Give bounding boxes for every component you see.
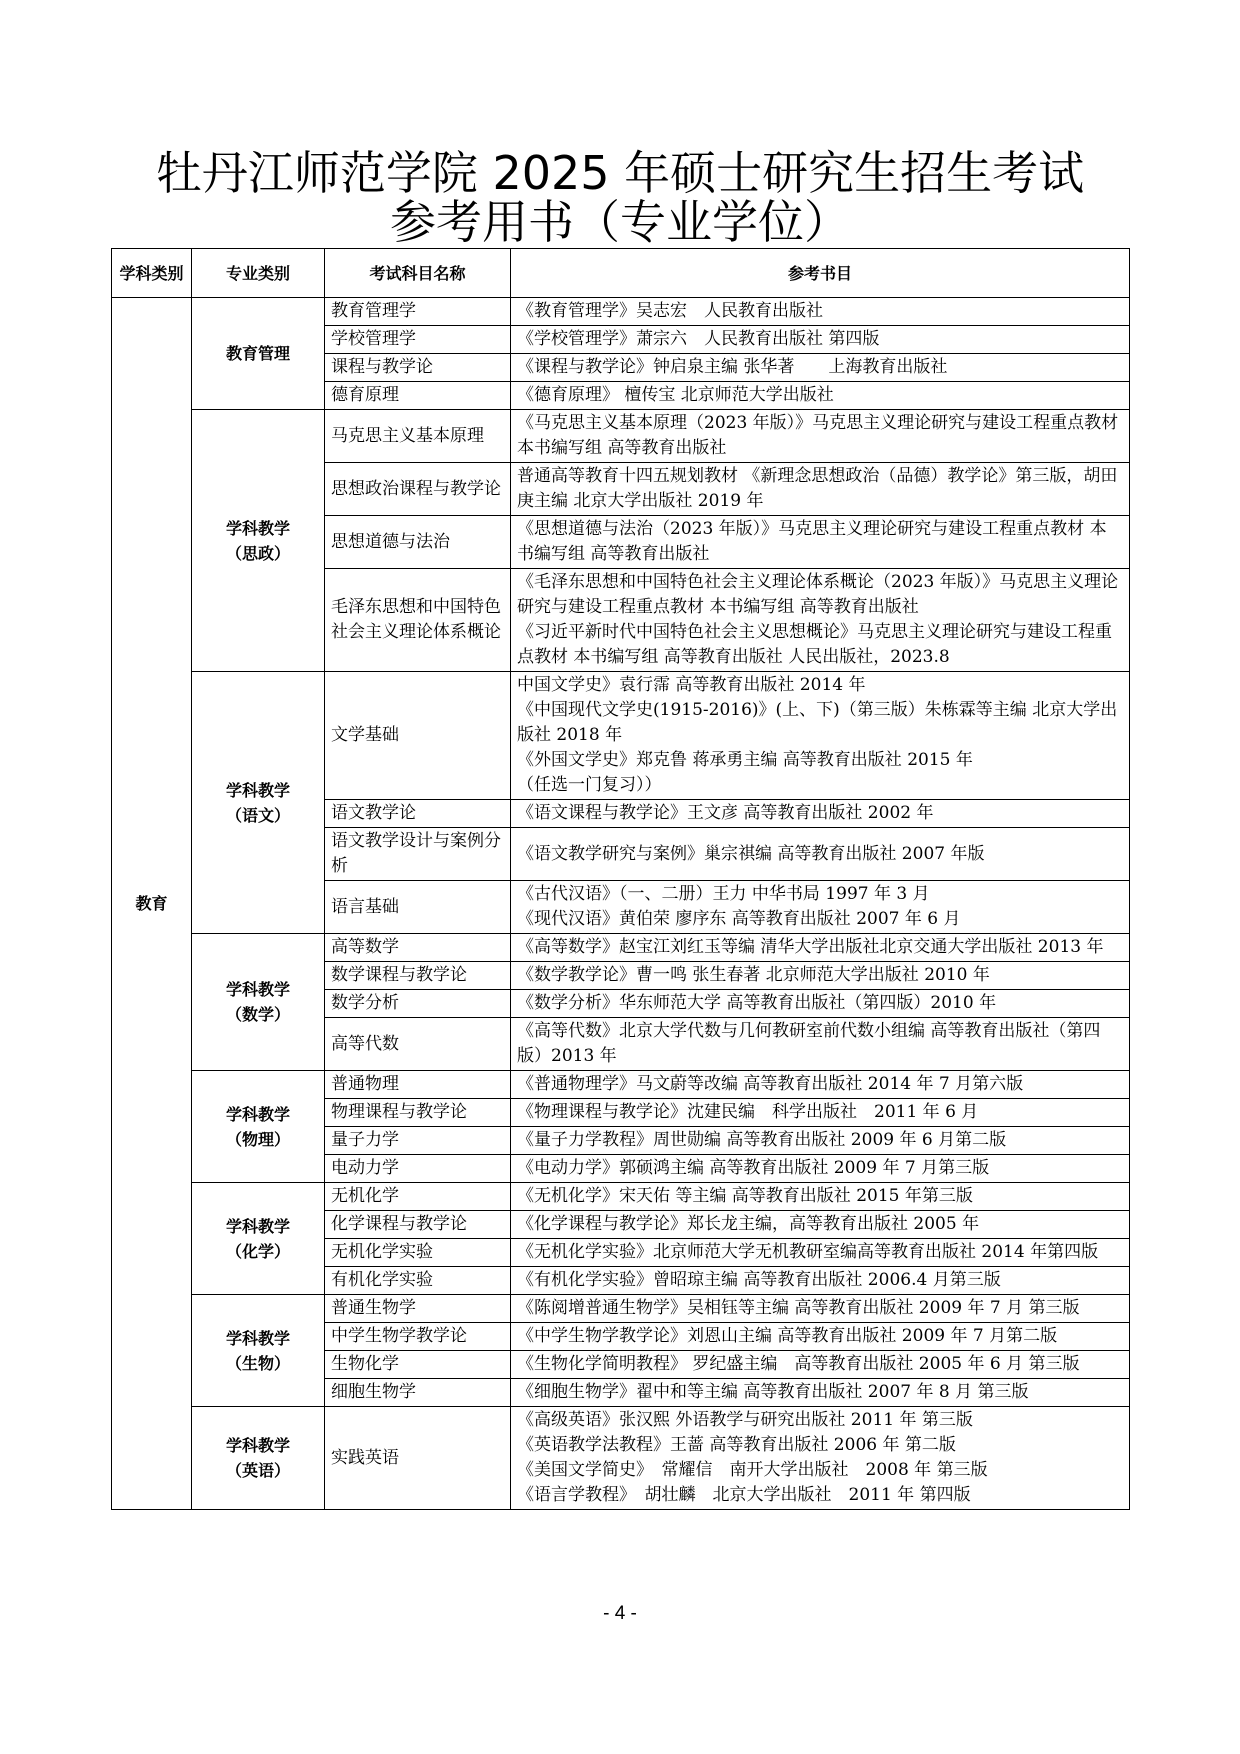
major-category-label: 学科教学: [225, 518, 290, 538]
reference-book-cell: [511, 382, 1130, 410]
reference-book-cell: [511, 463, 1130, 516]
reference-book-cell: [511, 800, 1130, 828]
table-row: [112, 1183, 1130, 1211]
reference-book-cell: [511, 516, 1130, 569]
exam-subject-cell: 数学课程与教学论: [325, 962, 511, 990]
discipline-cell: 教育: [112, 298, 192, 1510]
reference-book-entry: 《数学教学论》曹一鸣 张生春著 北京师范大学出版社 2010 年: [517, 965, 990, 985]
reference-book-entry: 《语言学教程》 胡壮麟 北京大学出版社 2011 年 第四版: [517, 1485, 971, 1505]
reference-book-entry: 《量子力学教程》周世勋编 高等教育出版社 2009 年 6 月第二版: [517, 1130, 1007, 1150]
major-category-cell: [192, 934, 325, 1071]
reference-book-entry: 中国文学史》袁行霈 高等教育出版社 2014 年: [517, 675, 866, 695]
exam-subject-cell: 无机化学: [325, 1183, 511, 1211]
major-category-label: （英语）: [225, 1461, 290, 1480]
document-title-line1: 牡丹江师范学院 2025 年硕士研究生招生考试: [155, 146, 1085, 200]
reference-book-entry: 《中国现代文学史(1915-2016)》(上、下)（第三版）朱栋霖等主编 北京大学出版社 2018 年: [517, 700, 1118, 745]
reference-book-entry: 《学校管理学》萧宗六 人民教育出版社 第四版: [517, 329, 880, 349]
header-major-category: 专业类别: [192, 249, 325, 298]
exam-subject-cell: 学校管理学: [325, 326, 511, 354]
table-row: [112, 672, 1130, 800]
reference-book-entry: 《电动力学》郭硕鸿主编 高等教育出版社 2009 年 7 月第三版: [517, 1158, 990, 1178]
exam-subject-cell: 马克思主义基本原理: [325, 410, 511, 463]
reference-book-entry: 《物理课程与教学论》沈建民编 科学出版社 2011 年 6 月: [517, 1102, 979, 1122]
exam-subject-cell: 教育管理学: [325, 298, 511, 326]
reference-book-cell: [511, 1295, 1130, 1323]
reference-book-entry: 《教育管理学》吴志宏 人民教育出版社: [517, 301, 823, 321]
reference-book-cell: [511, 1379, 1130, 1407]
exam-subject-cell: 有机化学实验: [325, 1267, 511, 1295]
reference-book-cell: [511, 1155, 1130, 1183]
reference-book-entry: 《高等数学》赵宝江刘红玉等编 清华大学出版社北京交通大学出版社 2013 年: [517, 937, 1104, 957]
major-category-label: 学科教学: [225, 780, 290, 800]
exam-subject-cell: 普通物理: [325, 1071, 511, 1099]
reference-book-entry: 《细胞生物学》翟中和等主编 高等教育出版社 2007 年 8 月 第三版: [517, 1382, 1029, 1402]
exam-subject-cell: 思想政治课程与教学论: [325, 463, 511, 516]
exam-subject-cell: 语文教学设计与案例分析: [325, 828, 511, 881]
exam-subject-cell: 中学生物学教学论: [325, 1323, 511, 1351]
reference-book-entry: 《英语教学法教程》王蔷 高等教育出版社 2006 年 第二版: [517, 1435, 956, 1455]
major-category-cell: [192, 1183, 325, 1295]
reference-book-cell: [511, 326, 1130, 354]
exam-subject-cell: 量子力学: [325, 1127, 511, 1155]
header-reference-books: 参考书目: [511, 249, 1130, 298]
exam-subject-cell: 物理课程与教学论: [325, 1099, 511, 1127]
reference-book-entry: 《高级英语》张汉熙 外语教学与研究出版社 2011 年 第三版: [517, 1410, 973, 1430]
reference-book-entry: 《思想道德与法治（2023 年版）》马克思主义理论研究与建设工程重点教材 本书编写组 高等教育出版社: [517, 519, 1107, 564]
major-category-label: 学科教学: [225, 1328, 290, 1348]
reference-book-entry: 《古代汉语》（一、二册）王力 中华书局 1997 年 3 月: [517, 884, 930, 904]
reference-book-cell: [511, 569, 1130, 672]
reference-book-entry: 《化学课程与教学论》郑长龙主编，高等教育出版社 2005 年: [517, 1214, 980, 1234]
reference-book-cell: [511, 410, 1130, 463]
table-row: [112, 1407, 1130, 1510]
major-category-label: （生物）: [225, 1353, 290, 1373]
major-category-cell: [192, 410, 325, 672]
exam-subject-cell: 普通生物学: [325, 1295, 511, 1323]
exam-subject-cell: 细胞生物学: [325, 1379, 511, 1407]
reference-book-entry: 《德育原理》 檀传宝 北京师范大学出版社: [517, 385, 834, 405]
reference-book-entry: 《生物化学简明教程》 罗纪盛主编 高等教育出版社 2005 年 6 月 第三版: [517, 1354, 1080, 1374]
reference-book-entry: 《高等代数》北京大学代数与几何教研室前代数小组编 高等教育出版社（第四版）2013 年: [517, 1021, 1101, 1066]
reference-book-entry: 《毛泽东思想和中国特色社会主义理论体系概论（2023 年版）》马克思主义理论研究与建设工程重点教材 本书编写组 高等教育出版社: [517, 572, 1119, 617]
reference-book-entry: 《普通物理学》马文蔚等改编 高等教育出版社 2014 年 7 月第六版: [517, 1074, 1024, 1094]
exam-subject-cell: 数学分析: [325, 990, 511, 1018]
major-category-label: （数学）: [225, 1005, 290, 1024]
major-category-cell: [192, 1295, 325, 1407]
table-body: [112, 298, 1130, 1510]
table-header-row: [112, 249, 1130, 298]
reference-book-cell: [511, 1071, 1130, 1099]
exam-subject-cell: 课程与教学论: [325, 354, 511, 382]
page-number: - 4 -: [603, 1603, 637, 1624]
exam-subject-cell: 语言基础: [325, 881, 511, 934]
major-category-cell: [192, 1407, 325, 1510]
major-category-label: （语文）: [225, 805, 290, 825]
major-category-label: 学科教学: [225, 1216, 290, 1236]
reference-book-entry: 《现代汉语》黄伯荣 廖序东 高等教育出版社 2007 年 6 月: [517, 909, 961, 929]
major-category-cell: [192, 1071, 325, 1183]
reference-book-cell: [511, 1323, 1130, 1351]
reference-book-cell: [511, 354, 1130, 382]
exam-subject-cell: 语文教学论: [325, 800, 511, 828]
reference-book-cell: [511, 1127, 1130, 1155]
reference-book-cell: [511, 298, 1130, 326]
reference-book-cell: [511, 672, 1130, 800]
major-category-label: 学科教学: [225, 1104, 290, 1124]
reference-book-cell: [511, 1183, 1130, 1211]
major-category-label: 学科教学: [225, 1436, 290, 1455]
reference-book-entry: 《无机化学》宋天佑 等主编 高等教育出版社 2015 年第三版: [517, 1186, 973, 1206]
reference-book-entry: 《课程与教学论》钟启泉主编 张华著 上海教育出版社: [517, 357, 948, 377]
exam-subject-cell: 化学课程与教学论: [325, 1211, 511, 1239]
table-row: [112, 410, 1130, 463]
exam-subject-cell: 德育原理: [325, 382, 511, 410]
table-row: [112, 1295, 1130, 1323]
major-category-label: 学科教学: [225, 980, 290, 999]
reference-book-entry: 《语文教学研究与案例》巢宗祺编 高等教育出版社 2007 年版: [517, 843, 985, 864]
exam-subject-cell: 无机化学实验: [325, 1239, 511, 1267]
exam-subject-cell: 文学基础: [325, 672, 511, 800]
reference-book-entry: 《美国文学简史》 常耀信 南开大学出版社 2008 年 第三版: [517, 1460, 988, 1480]
reference-book-entry: 普通高等教育十四五规划教材 《新理念思想政治（品德）教学论》第三版，胡田庚主编 北京大学出版社 2019 年: [517, 466, 1118, 511]
reference-book-cell: [511, 962, 1130, 990]
reference-book-cell: [511, 1099, 1130, 1127]
table-row: [112, 934, 1130, 962]
table-row: [112, 298, 1130, 326]
header-exam-subject: 考试科目名称: [325, 249, 511, 298]
reference-book-cell: [511, 1407, 1130, 1510]
reference-book-cell: [511, 1211, 1130, 1239]
header-discipline: 学科类别: [112, 249, 192, 298]
exam-subject-cell: 实践英语: [325, 1407, 511, 1510]
reference-book-cell: [511, 1018, 1130, 1071]
reference-book-entry: 《无机化学实验》北京师范大学无机教研室编高等教育出版社 2014 年第四版: [517, 1242, 1099, 1262]
exam-subject-cell: 毛泽东思想和中国特色社会主义理论体系概论: [325, 569, 511, 672]
major-category-cell: [192, 672, 325, 934]
reference-book-entry: 《数学分析》华东师范大学 高等教育出版社（第四版）2010 年: [517, 993, 997, 1013]
exam-subject-cell: 电动力学: [325, 1155, 511, 1183]
reference-book-entry: 《语文课程与教学论》王文彦 高等教育出版社 2002 年: [517, 803, 934, 823]
reference-book-cell: [511, 1239, 1130, 1267]
exam-subject-cell: 高等代数: [325, 1018, 511, 1071]
table-row: [112, 1071, 1130, 1099]
reference-book-cell: [511, 990, 1130, 1018]
major-category-label: （物理）: [225, 1129, 290, 1149]
major-category-label: （化学）: [225, 1241, 290, 1261]
reference-book-entry: 《马克思主义基本原理（2023 年版）》马克思主义理论研究与建设工程重点教材 本书编写组 高等教育出版社: [517, 413, 1119, 458]
reference-book-entry: 《中学生物学教学论》刘恩山主编 高等教育出版社 2009 年 7 月第二版: [517, 1326, 1058, 1346]
reference-book-table: [111, 248, 1130, 1510]
exam-subject-cell: 生物化学: [325, 1351, 511, 1379]
reference-book-entry: （任选一门复习））: [517, 775, 662, 795]
reference-book-cell: [511, 934, 1130, 962]
reference-book-entry: 《外国文学史》郑克鲁 蒋承勇主编 高等教育出版社 2015 年: [517, 750, 973, 770]
major-category-label: （思政）: [225, 543, 290, 563]
reference-book-cell: [511, 828, 1130, 881]
document-title-line2: 参考用书（专业学位）: [390, 195, 850, 249]
reference-book-entry: 《有机化学实验》曾昭琼主编 高等教育出版社 2006.4 月第三版: [517, 1270, 1001, 1290]
reference-book-cell: [511, 881, 1130, 934]
reference-book-cell: [511, 1351, 1130, 1379]
major-category-label: 教育管理: [225, 344, 290, 363]
exam-subject-cell: 高等数学: [325, 934, 511, 962]
exam-subject-cell: 思想道德与法治: [325, 516, 511, 569]
reference-book-entry: 《陈阅增普通生物学》吴相钰等主编 高等教育出版社 2009 年 7 月 第三版: [517, 1298, 1080, 1318]
major-category-cell: [192, 298, 325, 410]
reference-book-cell: [511, 1267, 1130, 1295]
reference-book-entry: 《习近平新时代中国特色社会主义思想概论》马克思主义理论研究与建设工程重点教材 本书编写组 高等教育出版社 人民出版社，2023.8: [517, 622, 1112, 667]
